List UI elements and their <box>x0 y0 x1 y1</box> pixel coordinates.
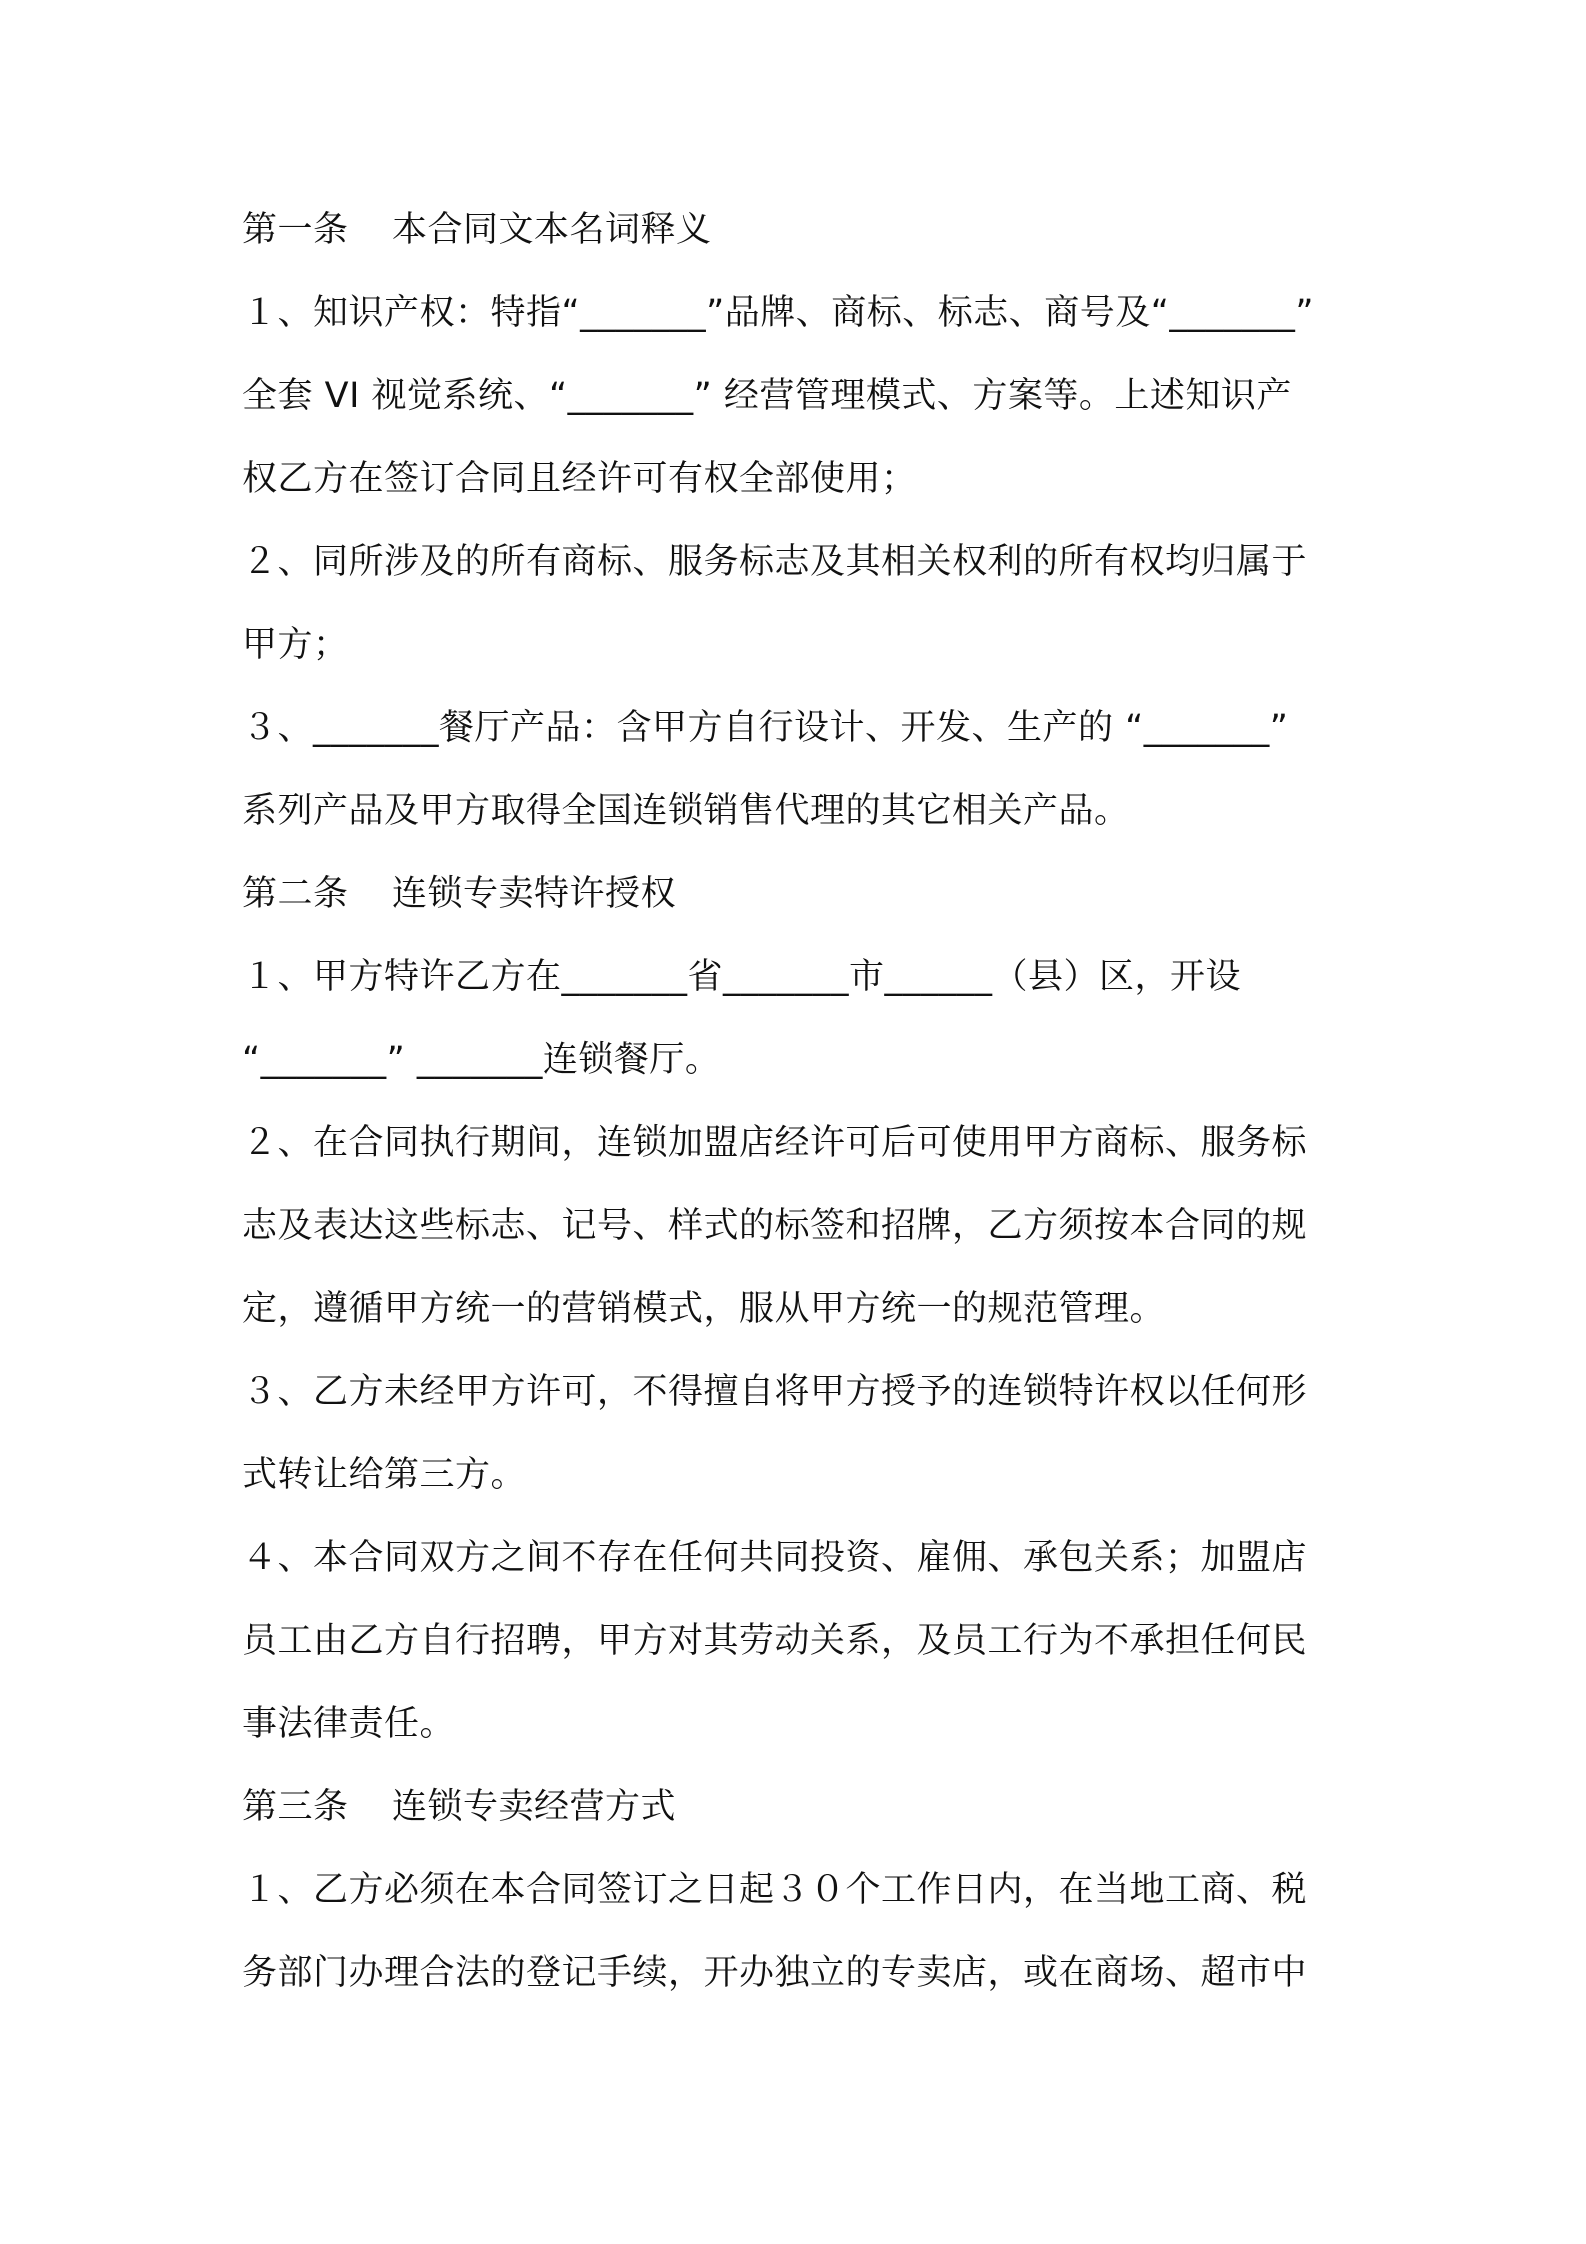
paragraph-line: “_______” _______连锁餐厅。 <box>242 1040 721 1080</box>
section-number: 第二条 <box>242 874 349 914</box>
paragraph-line: １、知识产权：特指“_______”品牌、商标、标志、商号及“_______” <box>242 293 1315 333</box>
paragraph-line: ４、本合同双方之间不存在任何共同投资、雇佣、承包关系；加盟店 <box>242 1538 1308 1578</box>
paragraph-line: ２、在合同执行期间，连锁加盟店经许可后可使用甲方商标、服务标 <box>242 1123 1308 1163</box>
section-title: 本合同文本名词释义 <box>392 210 712 250</box>
paragraph-line: ３、乙方未经甲方许可，不得擅自将甲方授予的连锁特许权以任何形 <box>242 1372 1308 1412</box>
section-title: 连锁专卖特许授权 <box>392 874 677 914</box>
paragraph-line: 员工由乙方自行招聘，甲方对其劳动关系，及员工行为不承担任何民 <box>242 1621 1308 1661</box>
paragraph-line: ２、同所涉及的所有商标、服务标志及其相关权利的所有权均归属于 <box>242 542 1308 582</box>
paragraph-line: 系列产品及甲方取得全国连锁销售代理的其它相关产品。 <box>242 791 1130 831</box>
section-number: 第一条 <box>242 210 349 250</box>
paragraph-line: １、乙方必须在本合同签订之日起３０个工作日内，在当地工商、税 <box>242 1870 1308 1910</box>
paragraph-line: ３、_______餐厅产品：含甲方自行设计、开发、生产的 “_______” <box>242 708 1289 748</box>
paragraph-line: 务部门办理合法的登记手续，开办独立的专卖店，或在商场、超市中 <box>242 1953 1308 1993</box>
section-heading-3 <box>242 1782 1362 1832</box>
section-title: 连锁专卖经营方式 <box>392 1787 677 1827</box>
paragraph-line: 定，遵循甲方统一的营销模式，服从甲方统一的规范管理。 <box>242 1289 1166 1329</box>
paragraph-line: 式转让给第三方。 <box>242 1455 527 1495</box>
paragraph-line: 全套 VI 视觉系统、“_______” 经营管理模式、方案等。上述知识产 <box>242 376 1292 416</box>
paragraph-line: １、甲方特许乙方在_______省_______市______（县）区，开设 <box>242 957 1242 997</box>
paragraph-line: 权乙方在签订合同且经许可有权全部使用； <box>242 459 917 499</box>
section-number: 第三条 <box>242 1787 349 1827</box>
paragraph-line: 事法律责任。 <box>242 1704 456 1744</box>
section-heading-1 <box>242 205 1362 255</box>
paragraph-line: 志及表达这些标志、记号、样式的标签和招牌，乙方须按本合同的规 <box>242 1206 1308 1246</box>
paragraph-line: 甲方； <box>242 625 349 665</box>
section-heading-2 <box>242 869 1362 919</box>
